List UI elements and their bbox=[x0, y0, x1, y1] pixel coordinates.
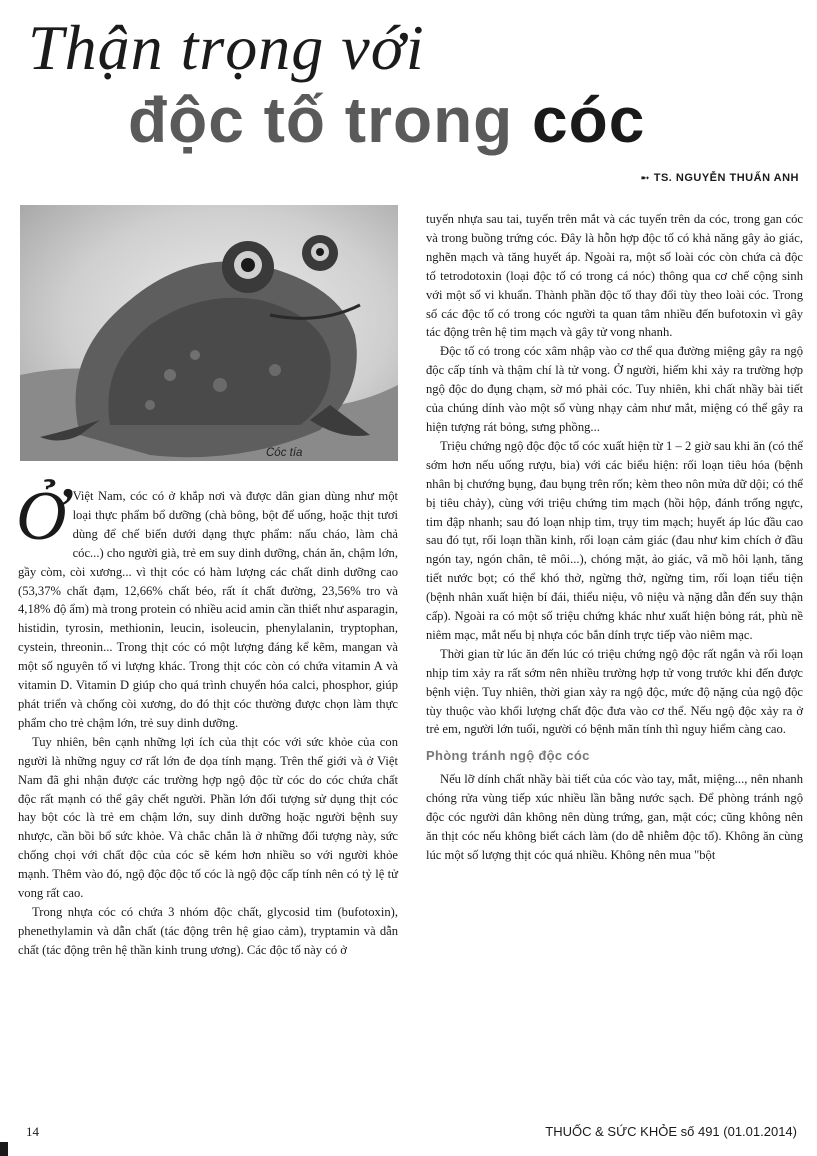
article-column-left bbox=[16, 478, 398, 960]
article-title-line-1: Thận trọng với bbox=[28, 12, 425, 83]
paragraph-r4: Thời gian từ lúc ăn đến lúc có triệu chứng ngộ độc rất ngắn và rối loạn nhịp tim xảy ra rất sớm nên nhiều trường hợp tử vong trước khi đến được bệnh viện. Tuy nhiên, thời gian xảy ra ngộ độc, mức độ nặng của ngộ độc tùy thuộc vào khối lượng chất độc đưa vào cơ thể. Nếu ngộ độc xảy ra ở trẻ em, người lớn tuổi, người có bệnh mãn tính thì nguy hiểm càng cao. bbox=[426, 646, 803, 737]
photo-caption: Cóc tía bbox=[266, 447, 303, 459]
magazine-footer: THUỐC & SỨC KHỎE số 491 (01.01.2014) bbox=[545, 1124, 797, 1139]
author-name: TS. NGUYỄN THUẤN ANH bbox=[653, 172, 799, 184]
intro-paragraph bbox=[16, 478, 398, 733]
print-corner-mark bbox=[0, 1142, 8, 1156]
article-column-right bbox=[426, 210, 803, 865]
intro-text: Việt Nam, cóc có ở khắp nơi và được dân gian dùng như một loại thực phẩm bổ dưỡng (chà bông, bột để uống, hoặc thịt tươi dùng để chế biến dưới dạng thực phẩm: nấu cháo, làm chả cóc...) cho người già, trẻ em suy dinh dưỡng, chán ăn, chậm lớn, gầy còm, còi xương... vì thịt cóc có hàm lượng các chất dinh dưỡng cao (53,37% chất đạm, 12,66% chất béo, rất ít chất đường, 23,56% tro và 4,18% độ ẩm) mà trong protein có nhiều acid amin cần thiết như asparagin, histidin, tyrosin, methionin, leucin, isoleucin, phenylalanin, tryptophan, cystein, threonin... Trong thịt cóc có một lượng đáng kể kẽm, mangan và một số nguyên tố vi lượng khác. Trong thịt cóc còn có chứa vitamin A và vitamin D. Vitamin D giúp cho quá trình chuyển hóa calci, phosphor, giúp phát triển và chống còi xương, do đó thịt cóc thường được chọn làm thực phẩm cho trẻ chậm lớn, trẻ suy dinh dưỡng. bbox=[18, 489, 398, 730]
paragraph-3: Trong nhựa cóc có chứa 3 nhóm độc chất, glycosid tim (bufotoxin), phenethylamin và dẫn chất (tác động trên hệ giao cảm), tryptamin và dẫn chất (tác động trên hệ thần kinh trung ương). Các độc tố này có ở bbox=[18, 904, 398, 957]
drop-cap: Ở bbox=[16, 478, 67, 555]
byline-arrow-icon: ➸ bbox=[640, 173, 650, 184]
author-byline bbox=[641, 172, 799, 184]
paragraph-2: Tuy nhiên, bên cạnh những lợi ích của thịt cóc với sức khỏe của con người là những nguy cơ rất lớn đe dọa tính mạng. Trên thế giới và ở Việt Nam đã ghi nhận được các trường hợp ngộ độc từ cóc do cóc chứa chất độc rất mạnh có thể gây chết người. Phần lớn đối tượng sử dụng thịt cóc hay bột cóc là trẻ em chậm lớn, suy dinh dưỡng hoặc người bệnh suy nhược, cần bồi bổ sức khỏe. Và chắc chắn là ở những đối tượng này, sức chống chọi với chất độc của cóc sẽ kém hơn nhiều so với người khỏe mạnh. Thêm vào đó, ngộ độc độc tố cóc là ngộ độc cấp tính nên có tỷ lệ tử vong rất cao. bbox=[18, 734, 398, 901]
toad-illustration bbox=[20, 205, 398, 461]
section-subheading: Phòng tránh ngộ độc cóc bbox=[426, 748, 590, 764]
paragraph-r1: tuyến nhựa sau tai, tuyến trên mắt và các tuyến trên da cóc, trong gan cóc và trong buồng trứng cóc. Đây là hỗn hợp độc tố có khả năng gây ảo giác, nghẽn mạch và tăng huyết áp. Ngoài ra, một số loài cóc còn chứa cả độc tố tetrodotoxin (loại độc tố có trong cá nóc) thông qua cơ chế cộng sinh với một số vi khuẩn. Thành phần độc tố thay đổi tùy theo loài cóc. Trong số các độc tố có trong cóc người ta quan tâm nhiều đến bufotoxin vì gây tác động trên hệ tim mạch và gây tử vong nhanh. bbox=[426, 212, 803, 340]
title-line-2-last-word: cóc bbox=[532, 84, 646, 156]
toad-photo bbox=[20, 205, 398, 461]
paragraph-r3: Triệu chứng ngộ độc độc tố cóc xuất hiện từ 1 – 2 giờ sau khi ăn (có thể sớm hơn nếu uống rượu, bia) với các biểu hiện: rối loạn tiêu hóa (bệnh nhân bị chướng bụng, đau bụng trên rốn; kèm theo nôn mửa dữ dội; có thể bị tiêu chảy), cùng với triệu chứng tim mạch (hồi hộp, đánh trống ngực, tim đập nhanh; sau đó loạn nhịp tim, trụy tim mạch; huyết áp lúc đầu cao sau đó tụt, rối loạn thần kinh, rối loạn cảm giác (đau như kim chích ở đầu ngón tay, ngón chân, tê môi...), chóng mặt, ảo giác, vã mồ hôi lạnh, tăng tiết nước bọt; có thể khó thở, ngừng thở, ngừng tim, rối loạn tiểu tiện (bệnh nhân xuất hiện bí đái, thiểu niệu, vô niệu và nặng dẫn đến suy thận cấp). Ngoài ra có một số triệu chứng khác như xuất hiện bỏng rát, phù nề niêm mạc, mắt nếu bị nhựa cóc bắn dính trực tiếp vào niêm mạc. bbox=[426, 438, 803, 642]
paragraph-r2: Độc tố có trong cóc xâm nhập vào cơ thể qua đường miệng gây ra ngộ độc cấp tính và thậm chí là tử vong. Ở người, hiếm khi xảy ra trường hợp ngộ độc do đụng chạm, sờ mó phải cóc. Tuy nhiên, khi chất nhầy bài tiết của chúng dính vào một số vùng nhạy cảm như mắt, miệng có thể gây ra hiện tượng rát bỏng, sưng phồng... bbox=[426, 344, 803, 434]
paragraph-r5: Nếu lỡ dính chất nhầy bài tiết của cóc vào tay, mắt, miệng..., nên nhanh chóng rửa vùng tiếp xúc nhiều lần bằng nước sạch. Để phòng tránh ngộ độc cóc người dân không nên dùng trứng, gan, mật cóc; cũng không nên ăn thịt cóc nếu không biết cách làm (do dễ nhiễm độc tố). Không ăn cùng lúc một số lượng thịt cóc quá nhiều. Không nên mua "bột bbox=[426, 772, 803, 862]
title-line-2-main: độc tố trong bbox=[128, 84, 533, 156]
page-number: 14 bbox=[26, 1124, 39, 1139]
article-title-line-2 bbox=[128, 84, 645, 156]
